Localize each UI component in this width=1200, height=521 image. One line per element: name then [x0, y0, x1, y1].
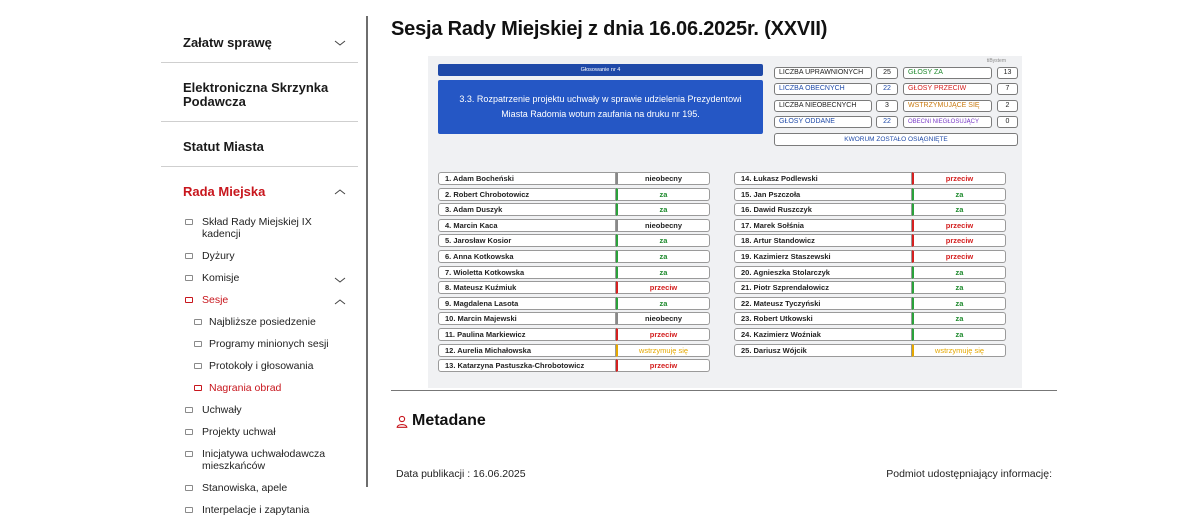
vote-result: za	[912, 203, 1006, 216]
councillor-name: 13. Katarzyna Pastuszka-Chrobotowicz	[438, 359, 616, 372]
vote-row	[438, 266, 710, 279]
vote-result: za	[616, 250, 710, 263]
vote-row	[438, 172, 710, 185]
sidebar-subitem-sesje[interactable]	[161, 289, 358, 311]
bullet-icon	[185, 485, 193, 491]
councillor-name: 24. Kazimierz Woźniak	[734, 328, 912, 341]
vote-result: za	[616, 297, 710, 310]
vote-row	[438, 250, 710, 263]
vote-row	[734, 234, 1006, 247]
vote-subject-text: 3.3. Rozpatrzenie projektu uchwały w sprawie udzielenia Prezydentowi Miasta Radomia wotum zaufania na druku nr 195.	[459, 94, 742, 119]
councillor-name: 11. Paulina Markiewicz	[438, 328, 616, 341]
councillor-name: 20. Agnieszka Stolarczyk	[734, 266, 912, 279]
page-title: Sesja Rady Miejskiej z dnia 16.06.2025r. (XXVII)	[391, 18, 828, 40]
councillor-name: 2. Robert Chrobotowicz	[438, 188, 616, 201]
sidebar-subitem-uchwaly[interactable]	[161, 399, 358, 421]
sidebar-item-label: Załatw sprawę	[183, 35, 272, 50]
stat-za-value: 13	[997, 67, 1018, 79]
vote-result: przeciw	[912, 172, 1006, 185]
section-divider	[391, 390, 1057, 391]
vote-result: przeciw	[616, 281, 710, 294]
subitem-label: Programy minionych sesji	[209, 338, 329, 350]
councillor-name: 4. Marcin Kaca	[438, 219, 616, 232]
sidebar-subitem-nagrania[interactable]	[161, 377, 358, 399]
subitem-label: Sesje	[202, 294, 229, 306]
councillor-name: 10. Marcin Majewski	[438, 312, 616, 325]
stat-przeciw-label: GŁOSY PRZECIW	[903, 83, 992, 95]
vote-result: za	[912, 328, 1006, 341]
chevron-up-icon[interactable]	[334, 186, 346, 198]
councillor-name: 22. Mateusz Tyczyński	[734, 297, 912, 310]
bullet-icon	[185, 275, 193, 281]
councillor-name: 12. Aurelia Michałowska	[438, 344, 616, 357]
vote-row	[438, 297, 710, 310]
chevron-up-icon[interactable]	[334, 296, 346, 308]
voting-result-board	[428, 56, 1022, 388]
councillor-name: 8. Mateusz Kuźmiuk	[438, 281, 616, 294]
subitem-label: Najbliższe posiedzenie	[209, 316, 316, 328]
subitem-label: Protokoły i głosowania	[209, 360, 314, 372]
vote-result: za	[616, 203, 710, 216]
vote-row	[438, 359, 710, 372]
bullet-icon	[185, 253, 193, 259]
sidebar-subitem-dyzury[interactable]	[161, 245, 358, 267]
vote-row	[734, 328, 1006, 341]
stat-obecnych-label: LICZBA OBECNYCH	[774, 83, 872, 95]
bullet-icon	[194, 385, 202, 391]
subitem-label: Dyżury	[202, 250, 235, 262]
vote-row	[438, 234, 710, 247]
councillor-name: 14. Łukasz Podlewski	[734, 172, 912, 185]
vote-row	[438, 188, 710, 201]
vote-result: za	[616, 266, 710, 279]
stat-nieobecnych-label: LICZBA NIEOBECNYCH	[774, 100, 872, 112]
bullet-icon	[185, 407, 193, 413]
sidebar-subitem-inicjatywa[interactable]	[161, 443, 358, 477]
vote-result: przeciw	[616, 328, 710, 341]
board-logo: tiBystem	[986, 58, 1006, 64]
metadata-title: Metadane	[412, 412, 486, 429]
vote-row	[438, 281, 710, 294]
councillor-name: 21. Piotr Szprendałowicz	[734, 281, 912, 294]
vote-row	[734, 203, 1006, 216]
vote-row	[438, 328, 710, 341]
vote-result: wstrzymuję się	[912, 344, 1006, 357]
vote-result: wstrzymuję się	[616, 344, 710, 357]
vote-result: przeciw	[912, 234, 1006, 247]
stat-uprawnionych-value: 25	[876, 67, 898, 79]
vote-result: za	[912, 312, 1006, 325]
stat-nieglosujacy-value: 0	[997, 116, 1018, 128]
councillor-name: 17. Marek Sołśnia	[734, 219, 912, 232]
stat-przeciw-value: 7	[997, 83, 1018, 95]
vote-result: przeciw	[616, 359, 710, 372]
metadata-heading	[396, 412, 486, 430]
sidebar-item-label: Elektroniczna Skrzynka Podawcza	[183, 80, 329, 109]
vote-result: za	[616, 188, 710, 201]
vote-result: za	[616, 234, 710, 247]
councillor-name: 18. Artur Standowicz	[734, 234, 912, 247]
bullet-icon	[185, 297, 193, 303]
sidebar-subitem-komisje[interactable]	[161, 267, 358, 289]
sidebar-item-label: Rada Miejska	[183, 184, 266, 199]
stat-obecnych-value: 22	[876, 83, 898, 95]
bullet-icon	[185, 507, 193, 513]
vote-row	[438, 344, 710, 357]
vote-subject	[438, 80, 763, 134]
councillor-name: 3. Adam Duszyk	[438, 203, 616, 216]
vote-row	[734, 281, 1006, 294]
sidebar-subitem-projekty[interactable]	[161, 421, 358, 443]
vote-result: przeciw	[912, 250, 1006, 263]
stat-nieglosujacy-label: OBECNI NIEGŁOSUJĄCY	[903, 116, 992, 128]
councillor-name: 16. Dawid Ruszczyk	[734, 203, 912, 216]
sidebar-item-statut[interactable]	[161, 122, 358, 167]
councillor-name: 7. Wioletta Kotkowska	[438, 266, 616, 279]
bullet-icon	[185, 219, 193, 225]
vote-row	[734, 344, 1006, 357]
sidebar-subitem-programy[interactable]	[161, 333, 358, 355]
sidebar-subitem-najblizsze[interactable]	[161, 311, 358, 333]
quorum-status: KWORUM ZOSTAŁO OSIĄGNIĘTE	[774, 133, 1018, 146]
chevron-down-icon[interactable]	[334, 274, 346, 286]
subitem-label: Nagrania obrad	[209, 382, 282, 394]
vote-result: nieobecny	[616, 172, 710, 185]
vote-row	[438, 219, 710, 232]
vote-row	[734, 219, 1006, 232]
bullet-icon	[194, 341, 202, 347]
sidebar-item-label: Statut Miasta	[183, 139, 264, 154]
subitem-label: Interpelacje i zapytania	[202, 504, 310, 516]
vote-row	[734, 250, 1006, 263]
subitem-label: Stanowiska, apele	[202, 482, 288, 494]
sidebar-subitem-interpelacje[interactable]	[161, 499, 358, 521]
bullet-icon	[194, 363, 202, 369]
stat-wstrzymujace-value: 2	[997, 100, 1018, 112]
bullet-icon	[194, 319, 202, 325]
councillor-name: 25. Dariusz Wójcik	[734, 344, 912, 357]
subitem-label: Skład Rady Miejskiej IX kadencji	[202, 216, 312, 240]
vote-number-header: Głosowanie nr 4	[438, 64, 763, 76]
vote-row	[438, 203, 710, 216]
councillor-name: 19. Kazimierz Staszewski	[734, 250, 912, 263]
subitem-label: Projekty uchwał	[202, 426, 276, 438]
chevron-down-icon[interactable]	[334, 37, 346, 49]
vote-result: nieobecny	[616, 219, 710, 232]
stat-wstrzymujace-label: WSTRZYMUJĄCE SIĘ	[903, 100, 992, 112]
vote-result: nieobecny	[616, 312, 710, 325]
publishing-entity-label: Podmiot udostępniający informację:	[886, 468, 1052, 480]
sidebar-divider	[366, 16, 368, 487]
sidebar-subitem-sklad[interactable]	[161, 211, 358, 245]
councillor-name: 5. Jarosław Kosior	[438, 234, 616, 247]
vote-row	[734, 172, 1006, 185]
vote-result: za	[912, 188, 1006, 201]
sidebar-nav	[161, 16, 358, 521]
subitem-label: Komisje	[202, 272, 240, 284]
user-icon	[396, 415, 408, 428]
sidebar-item-rada-miejska[interactable]	[161, 167, 358, 205]
sidebar-subitem-stanowiska[interactable]	[161, 477, 358, 499]
councillor-name: 1. Adam Bocheński	[438, 172, 616, 185]
sidebar-subitem-protokoly[interactable]	[161, 355, 358, 377]
vote-result: za	[912, 281, 1006, 294]
vote-result: przeciw	[912, 219, 1006, 232]
stat-nieobecnych-value: 3	[876, 100, 898, 112]
vote-row	[734, 312, 1006, 325]
sidebar-item-esp[interactable]	[161, 63, 358, 122]
councillor-name: 23. Robert Utkowski	[734, 312, 912, 325]
vote-row	[734, 266, 1006, 279]
subitem-label: Inicjatywa uchwałodawcza mieszkańców	[202, 448, 326, 472]
vote-row	[438, 312, 710, 325]
sidebar-item-zalatw-sprawe[interactable]	[161, 16, 358, 63]
vote-row	[734, 188, 1006, 201]
councillor-name: 15. Jan Pszczoła	[734, 188, 912, 201]
vote-result: za	[912, 297, 1006, 310]
publication-date: Data publikacji : 16.06.2025	[396, 468, 526, 480]
councillor-name: 9. Magdalena Lasota	[438, 297, 616, 310]
vote-result: za	[912, 266, 1006, 279]
bullet-icon	[185, 429, 193, 435]
stat-oddane-value: 22	[876, 116, 898, 128]
stat-uprawnionych-label: LICZBA UPRAWNIONYCH	[774, 67, 872, 79]
subitem-label: Uchwały	[202, 404, 242, 416]
vote-row	[734, 297, 1006, 310]
stat-oddane-label: GŁOSY ODDANE	[774, 116, 872, 128]
bullet-icon	[185, 451, 193, 457]
stat-za-label: GŁOSY ZA	[903, 67, 992, 79]
councillor-name: 6. Anna Kotkowska	[438, 250, 616, 263]
